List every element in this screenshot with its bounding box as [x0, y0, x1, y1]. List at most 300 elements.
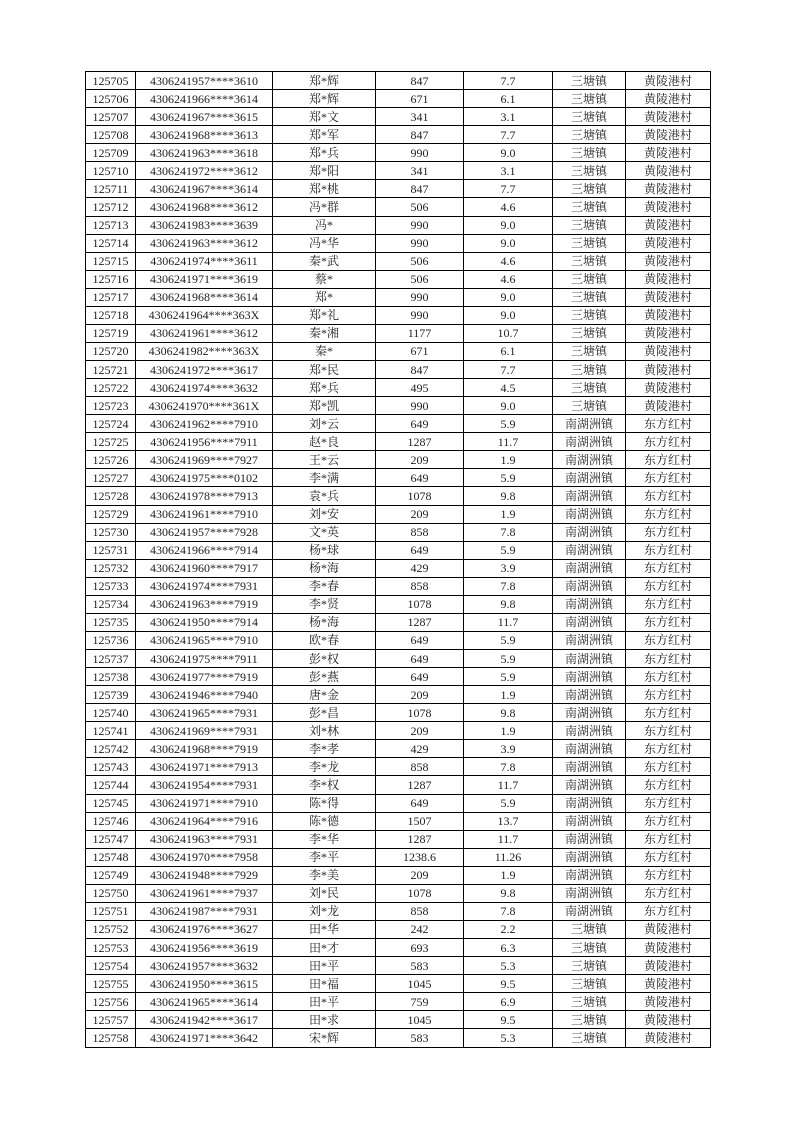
serial-number-cell: 125724: [86, 415, 136, 433]
village-cell: 黄陵港村: [626, 920, 711, 938]
town-cell: 三塘镇: [553, 920, 626, 938]
id-number-masked-cell: 4306241983****3639: [136, 216, 273, 234]
village-cell: 东方红村: [626, 704, 711, 722]
secondary-amount-cell: 7.7: [464, 72, 553, 90]
table-row: [86, 288, 711, 306]
amount-cell: 847: [376, 72, 464, 90]
village-cell: 黄陵港村: [626, 90, 711, 108]
person-name-masked-cell: 郑*民: [273, 361, 376, 379]
serial-number-cell: 125734: [86, 595, 136, 613]
id-number-masked-cell: 4306241954****7931: [136, 776, 273, 794]
serial-number-cell: 125735: [86, 613, 136, 631]
person-name-masked-cell: 李*孝: [273, 740, 376, 758]
table-row: [86, 270, 711, 288]
serial-number-cell: 125739: [86, 686, 136, 704]
person-name-masked-cell: 袁*兵: [273, 487, 376, 505]
town-cell: 三塘镇: [553, 216, 626, 234]
person-name-masked-cell: 刘*民: [273, 884, 376, 902]
town-cell: 三塘镇: [553, 90, 626, 108]
person-name-masked-cell: 郑*兵: [273, 379, 376, 397]
id-number-masked-cell: 4306241971****3619: [136, 270, 273, 288]
person-name-masked-cell: 郑*兵: [273, 144, 376, 162]
secondary-amount-cell: 11.7: [464, 830, 553, 848]
serial-number-cell: 125729: [86, 505, 136, 523]
secondary-amount-cell: 6.9: [464, 993, 553, 1011]
serial-number-cell: 125757: [86, 1011, 136, 1029]
secondary-amount-cell: 5.3: [464, 1029, 553, 1048]
amount-cell: 1078: [376, 704, 464, 722]
serial-number-cell: 125731: [86, 541, 136, 559]
id-number-masked-cell: 4306241975****7911: [136, 650, 273, 668]
serial-number-cell: 125713: [86, 216, 136, 234]
person-name-masked-cell: 刘*林: [273, 722, 376, 740]
serial-number-cell: 125709: [86, 144, 136, 162]
town-cell: 三塘镇: [553, 379, 626, 397]
town-cell: 南湖洲镇: [553, 776, 626, 794]
amount-cell: 242: [376, 920, 464, 938]
table-row: [86, 650, 711, 668]
amount-cell: 858: [376, 758, 464, 776]
table-row: [86, 1011, 711, 1029]
town-cell: 南湖洲镇: [553, 830, 626, 848]
person-name-masked-cell: 欧*春: [273, 631, 376, 649]
village-cell: 黄陵港村: [626, 975, 711, 993]
id-number-masked-cell: 4306241957****7928: [136, 523, 273, 541]
table-row: [86, 866, 711, 884]
secondary-amount-cell: 10.7: [464, 324, 553, 342]
amount-cell: 671: [376, 90, 464, 108]
serial-number-cell: 125725: [86, 433, 136, 451]
town-cell: 三塘镇: [553, 162, 626, 180]
serial-number-cell: 125756: [86, 993, 136, 1011]
secondary-amount-cell: 5.9: [464, 469, 553, 487]
amount-cell: 583: [376, 1029, 464, 1048]
table-row: [86, 90, 711, 108]
village-cell: 东方红村: [626, 451, 711, 469]
amount-cell: 1078: [376, 884, 464, 902]
id-number-masked-cell: 4306241963****7919: [136, 595, 273, 613]
person-name-masked-cell: 唐*金: [273, 686, 376, 704]
id-number-masked-cell: 4306241968****3614: [136, 288, 273, 306]
town-cell: 南湖洲镇: [553, 451, 626, 469]
person-name-masked-cell: 郑*军: [273, 126, 376, 144]
table-row: [86, 722, 711, 740]
id-number-masked-cell: 4306241960****7917: [136, 559, 273, 577]
village-cell: 东方红村: [626, 631, 711, 649]
village-cell: 东方红村: [626, 848, 711, 866]
village-cell: 黄陵港村: [626, 342, 711, 360]
serial-number-cell: 125753: [86, 939, 136, 957]
serial-number-cell: 125754: [86, 957, 136, 975]
person-name-masked-cell: 李*平: [273, 848, 376, 866]
person-name-masked-cell: 秦*湘: [273, 324, 376, 342]
amount-cell: 1238.6: [376, 848, 464, 866]
table-row: [86, 631, 711, 649]
id-number-masked-cell: 4306241970****361X: [136, 397, 273, 415]
serial-number-cell: 125717: [86, 288, 136, 306]
secondary-amount-cell: 11.7: [464, 613, 553, 631]
town-cell: 三塘镇: [553, 361, 626, 379]
serial-number-cell: 125707: [86, 108, 136, 126]
secondary-amount-cell: 6.1: [464, 342, 553, 360]
village-cell: 黄陵港村: [626, 270, 711, 288]
village-cell: 黄陵港村: [626, 288, 711, 306]
table-row: [86, 306, 711, 324]
secondary-amount-cell: 4.6: [464, 270, 553, 288]
town-cell: 南湖洲镇: [553, 704, 626, 722]
amount-cell: 990: [376, 288, 464, 306]
table-row: [86, 451, 711, 469]
table-row: [86, 126, 711, 144]
town-cell: 三塘镇: [553, 1011, 626, 1029]
secondary-amount-cell: 7.8: [464, 577, 553, 595]
village-cell: 黄陵港村: [626, 234, 711, 252]
id-number-masked-cell: 4306241978****7913: [136, 487, 273, 505]
secondary-amount-cell: 9.0: [464, 288, 553, 306]
id-number-masked-cell: 4306241950****7914: [136, 613, 273, 631]
village-cell: 黄陵港村: [626, 324, 711, 342]
person-name-masked-cell: 田*平: [273, 957, 376, 975]
town-cell: 南湖洲镇: [553, 559, 626, 577]
amount-cell: 429: [376, 559, 464, 577]
id-number-masked-cell: 4306241966****7914: [136, 541, 273, 559]
secondary-amount-cell: 3.1: [464, 108, 553, 126]
secondary-amount-cell: 9.8: [464, 884, 553, 902]
id-number-masked-cell: 4306241970****7958: [136, 848, 273, 866]
serial-number-cell: 125755: [86, 975, 136, 993]
id-number-masked-cell: 4306241969****7931: [136, 722, 273, 740]
secondary-amount-cell: 4.5: [464, 379, 553, 397]
secondary-amount-cell: 9.8: [464, 487, 553, 505]
secondary-amount-cell: 9.0: [464, 234, 553, 252]
table-row: [86, 108, 711, 126]
town-cell: 南湖洲镇: [553, 722, 626, 740]
secondary-amount-cell: 4.6: [464, 252, 553, 270]
serial-number-cell: 125732: [86, 559, 136, 577]
table-row: [86, 144, 711, 162]
id-number-masked-cell: 4306241963****3612: [136, 234, 273, 252]
amount-cell: 209: [376, 686, 464, 704]
serial-number-cell: 125706: [86, 90, 136, 108]
town-cell: 南湖洲镇: [553, 487, 626, 505]
serial-number-cell: 125711: [86, 180, 136, 198]
secondary-amount-cell: 3.1: [464, 162, 553, 180]
serial-number-cell: 125733: [86, 577, 136, 595]
id-number-masked-cell: 4306241963****3618: [136, 144, 273, 162]
amount-cell: 990: [376, 216, 464, 234]
table-row: [86, 668, 711, 686]
secondary-amount-cell: 9.5: [464, 975, 553, 993]
village-cell: 东方红村: [626, 776, 711, 794]
table-row: [86, 993, 711, 1011]
person-name-masked-cell: 田*平: [273, 993, 376, 1011]
secondary-amount-cell: 3.9: [464, 740, 553, 758]
serial-number-cell: 125738: [86, 668, 136, 686]
id-number-masked-cell: 4306241948****7929: [136, 866, 273, 884]
serial-number-cell: 125723: [86, 397, 136, 415]
amount-cell: 506: [376, 252, 464, 270]
serial-number-cell: 125741: [86, 722, 136, 740]
person-name-masked-cell: 郑*: [273, 288, 376, 306]
town-cell: 三塘镇: [553, 252, 626, 270]
serial-number-cell: 125752: [86, 920, 136, 938]
id-number-masked-cell: 4306241965****7931: [136, 704, 273, 722]
person-name-masked-cell: 彭*权: [273, 650, 376, 668]
secondary-amount-cell: 7.8: [464, 758, 553, 776]
amount-cell: 858: [376, 523, 464, 541]
village-cell: 黄陵港村: [626, 993, 711, 1011]
secondary-amount-cell: 1.9: [464, 505, 553, 523]
town-cell: 南湖洲镇: [553, 686, 626, 704]
town-cell: 南湖洲镇: [553, 505, 626, 523]
serial-number-cell: 125708: [86, 126, 136, 144]
person-name-masked-cell: 杨*海: [273, 559, 376, 577]
id-number-masked-cell: 4306241964****7916: [136, 812, 273, 830]
table-row: [86, 523, 711, 541]
person-name-masked-cell: 彭*昌: [273, 704, 376, 722]
village-cell: 黄陵港村: [626, 939, 711, 957]
serial-number-cell: 125748: [86, 848, 136, 866]
person-name-masked-cell: 李*权: [273, 776, 376, 794]
person-name-masked-cell: 郑*凯: [273, 397, 376, 415]
secondary-amount-cell: 5.9: [464, 794, 553, 812]
person-name-masked-cell: 李*满: [273, 469, 376, 487]
serial-number-cell: 125758: [86, 1029, 136, 1048]
secondary-amount-cell: 9.8: [464, 704, 553, 722]
id-number-masked-cell: 4306241956****7911: [136, 433, 273, 451]
amount-cell: 1045: [376, 1011, 464, 1029]
amount-cell: 847: [376, 361, 464, 379]
serial-number-cell: 125737: [86, 650, 136, 668]
table-row: [86, 848, 711, 866]
serial-number-cell: 125736: [86, 631, 136, 649]
table-body: [86, 72, 711, 1048]
secondary-amount-cell: 9.8: [464, 595, 553, 613]
id-number-masked-cell: 4306241957****3632: [136, 957, 273, 975]
id-number-masked-cell: 4306241968****3612: [136, 198, 273, 216]
serial-number-cell: 125751: [86, 902, 136, 920]
town-cell: 南湖洲镇: [553, 884, 626, 902]
town-cell: 南湖洲镇: [553, 758, 626, 776]
secondary-amount-cell: 7.8: [464, 902, 553, 920]
person-name-masked-cell: 文*英: [273, 523, 376, 541]
village-cell: 东方红村: [626, 758, 711, 776]
village-cell: 黄陵港村: [626, 162, 711, 180]
beneficiary-table: [85, 71, 711, 1048]
serial-number-cell: 125728: [86, 487, 136, 505]
table-row: [86, 758, 711, 776]
town-cell: 南湖洲镇: [553, 650, 626, 668]
town-cell: 三塘镇: [553, 306, 626, 324]
town-cell: 南湖洲镇: [553, 541, 626, 559]
village-cell: 黄陵港村: [626, 252, 711, 270]
amount-cell: 1287: [376, 433, 464, 451]
serial-number-cell: 125712: [86, 198, 136, 216]
id-number-masked-cell: 4306241972****3612: [136, 162, 273, 180]
amount-cell: 506: [376, 270, 464, 288]
id-number-masked-cell: 4306241961****7910: [136, 505, 273, 523]
amount-cell: 341: [376, 108, 464, 126]
person-name-masked-cell: 冯*华: [273, 234, 376, 252]
table-row: [86, 234, 711, 252]
town-cell: 南湖洲镇: [553, 866, 626, 884]
secondary-amount-cell: 4.6: [464, 198, 553, 216]
town-cell: 南湖洲镇: [553, 812, 626, 830]
serial-number-cell: 125705: [86, 72, 136, 90]
table-row: [86, 884, 711, 902]
table-row: [86, 830, 711, 848]
id-number-masked-cell: 4306241976****3627: [136, 920, 273, 938]
serial-number-cell: 125747: [86, 830, 136, 848]
amount-cell: 209: [376, 866, 464, 884]
serial-number-cell: 125727: [86, 469, 136, 487]
serial-number-cell: 125746: [86, 812, 136, 830]
amount-cell: 1078: [376, 595, 464, 613]
table-row: [86, 975, 711, 993]
table-row: [86, 776, 711, 794]
amount-cell: 858: [376, 577, 464, 595]
village-cell: 东方红村: [626, 722, 711, 740]
town-cell: 南湖洲镇: [553, 794, 626, 812]
secondary-amount-cell: 9.0: [464, 306, 553, 324]
id-number-masked-cell: 4306241974****3632: [136, 379, 273, 397]
secondary-amount-cell: 6.1: [464, 90, 553, 108]
id-number-masked-cell: 4306241982****363X: [136, 342, 273, 360]
table-row: [86, 957, 711, 975]
id-number-masked-cell: 4306241987****7931: [136, 902, 273, 920]
town-cell: 三塘镇: [553, 324, 626, 342]
village-cell: 黄陵港村: [626, 198, 711, 216]
secondary-amount-cell: 7.7: [464, 126, 553, 144]
table-row: [86, 252, 711, 270]
table-row: [86, 794, 711, 812]
amount-cell: 990: [376, 234, 464, 252]
id-number-masked-cell: 4306241965****3614: [136, 993, 273, 1011]
id-number-masked-cell: 4306241975****0102: [136, 469, 273, 487]
serial-number-cell: 125719: [86, 324, 136, 342]
secondary-amount-cell: 7.7: [464, 180, 553, 198]
village-cell: 东方红村: [626, 469, 711, 487]
id-number-masked-cell: 4306241946****7940: [136, 686, 273, 704]
amount-cell: 649: [376, 668, 464, 686]
village-cell: 黄陵港村: [626, 144, 711, 162]
table-row: [86, 361, 711, 379]
amount-cell: 671: [376, 342, 464, 360]
village-cell: 东方红村: [626, 415, 711, 433]
village-cell: 东方红村: [626, 686, 711, 704]
person-name-masked-cell: 陈*德: [273, 812, 376, 830]
town-cell: 三塘镇: [553, 270, 626, 288]
table-row: [86, 324, 711, 342]
person-name-masked-cell: 田*求: [273, 1011, 376, 1029]
id-number-masked-cell: 4306241971****7910: [136, 794, 273, 812]
amount-cell: 1045: [376, 975, 464, 993]
person-name-masked-cell: 秦*武: [273, 252, 376, 270]
secondary-amount-cell: 13.7: [464, 812, 553, 830]
table-row: [86, 342, 711, 360]
id-number-masked-cell: 4306241971****7913: [136, 758, 273, 776]
id-number-masked-cell: 4306241961****3612: [136, 324, 273, 342]
table-row: [86, 469, 711, 487]
town-cell: 南湖洲镇: [553, 902, 626, 920]
person-name-masked-cell: 李*美: [273, 866, 376, 884]
secondary-amount-cell: 1.9: [464, 722, 553, 740]
serial-number-cell: 125721: [86, 361, 136, 379]
table-row: [86, 740, 711, 758]
table-row: [86, 920, 711, 938]
amount-cell: 209: [376, 505, 464, 523]
person-name-masked-cell: 蔡*: [273, 270, 376, 288]
amount-cell: 583: [376, 957, 464, 975]
table-row: [86, 902, 711, 920]
amount-cell: 1507: [376, 812, 464, 830]
person-name-masked-cell: 李*贤: [273, 595, 376, 613]
serial-number-cell: 125745: [86, 794, 136, 812]
table-row: [86, 577, 711, 595]
village-cell: 东方红村: [626, 487, 711, 505]
town-cell: 南湖洲镇: [553, 415, 626, 433]
village-cell: 东方红村: [626, 505, 711, 523]
town-cell: 三塘镇: [553, 198, 626, 216]
table-row: [86, 704, 711, 722]
id-number-masked-cell: 4306241971****3642: [136, 1029, 273, 1048]
id-number-masked-cell: 4306241961****7937: [136, 884, 273, 902]
secondary-amount-cell: 5.3: [464, 957, 553, 975]
serial-number-cell: 125714: [86, 234, 136, 252]
town-cell: 三塘镇: [553, 957, 626, 975]
secondary-amount-cell: 1.9: [464, 451, 553, 469]
serial-number-cell: 125718: [86, 306, 136, 324]
secondary-amount-cell: 6.3: [464, 939, 553, 957]
person-name-masked-cell: 陈*得: [273, 794, 376, 812]
village-cell: 黄陵港村: [626, 72, 711, 90]
town-cell: 三塘镇: [553, 342, 626, 360]
village-cell: 东方红村: [626, 902, 711, 920]
id-number-masked-cell: 4306241967****3615: [136, 108, 273, 126]
amount-cell: 649: [376, 794, 464, 812]
id-number-masked-cell: 4306241977****7919: [136, 668, 273, 686]
town-cell: 三塘镇: [553, 72, 626, 90]
village-cell: 东方红村: [626, 812, 711, 830]
amount-cell: 649: [376, 415, 464, 433]
table-row: [86, 198, 711, 216]
serial-number-cell: 125742: [86, 740, 136, 758]
id-number-masked-cell: 4306241974****3611: [136, 252, 273, 270]
table-row: [86, 72, 711, 90]
person-name-masked-cell: 宋*辉: [273, 1029, 376, 1048]
secondary-amount-cell: 11.7: [464, 433, 553, 451]
secondary-amount-cell: 7.7: [464, 361, 553, 379]
town-cell: 三塘镇: [553, 108, 626, 126]
village-cell: 东方红村: [626, 794, 711, 812]
secondary-amount-cell: 1.9: [464, 866, 553, 884]
table-row: [86, 541, 711, 559]
town-cell: 南湖洲镇: [553, 631, 626, 649]
amount-cell: 495: [376, 379, 464, 397]
town-cell: 南湖洲镇: [553, 469, 626, 487]
serial-number-cell: 125716: [86, 270, 136, 288]
village-cell: 东方红村: [626, 595, 711, 613]
table-row: [86, 415, 711, 433]
person-name-masked-cell: 杨*球: [273, 541, 376, 559]
secondary-amount-cell: 5.9: [464, 668, 553, 686]
serial-number-cell: 125750: [86, 884, 136, 902]
secondary-amount-cell: 5.9: [464, 631, 553, 649]
amount-cell: 649: [376, 541, 464, 559]
id-number-masked-cell: 4306241942****3617: [136, 1011, 273, 1029]
town-cell: 南湖洲镇: [553, 577, 626, 595]
secondary-amount-cell: 1.9: [464, 686, 553, 704]
